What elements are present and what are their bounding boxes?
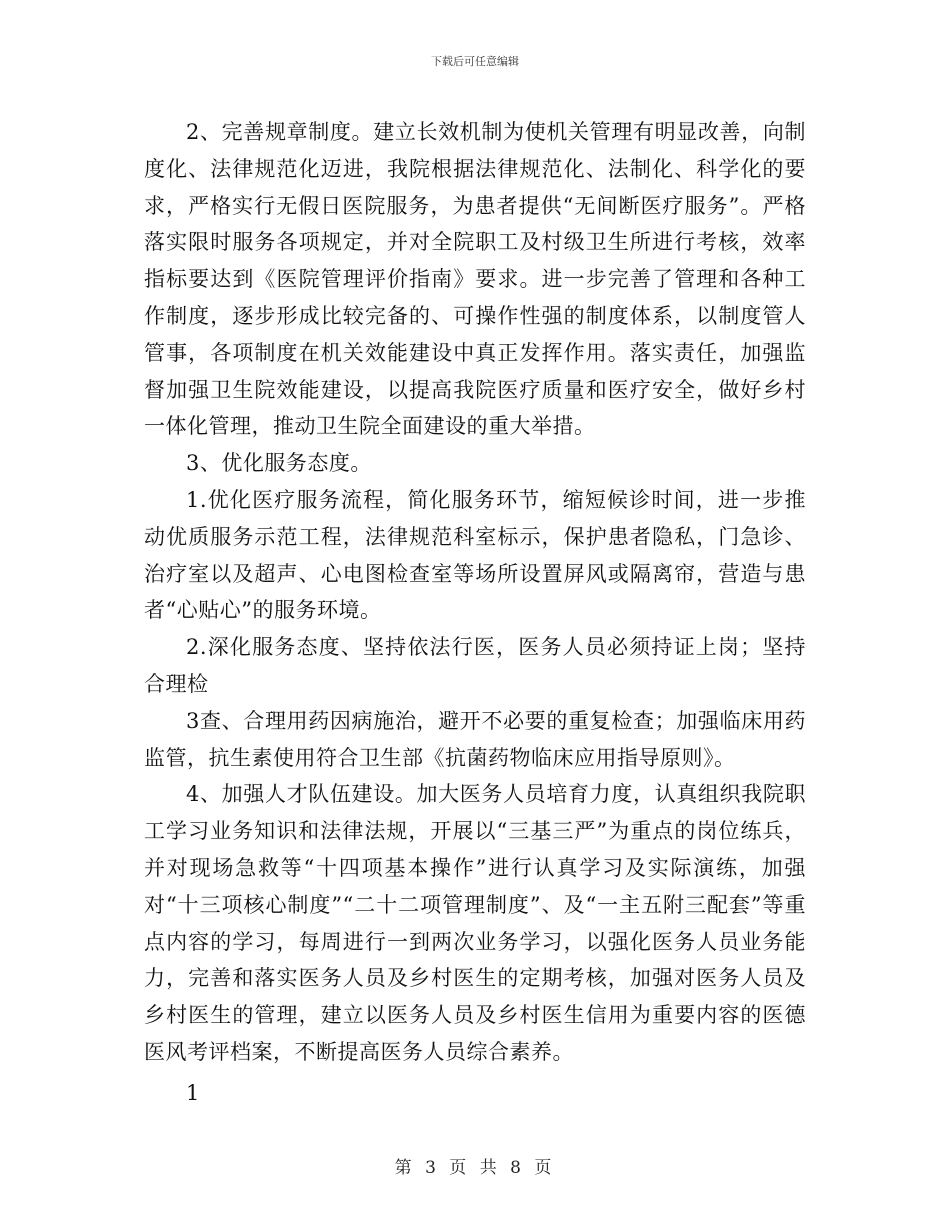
paragraph-deepen-attitude: 2.深化服务态度、坚持依法行医，医务人员必须持证上岗；坚持合理检 bbox=[144, 635, 806, 696]
inline-page-mark: 1 bbox=[186, 1081, 200, 1105]
paragraph-regulations: 2、完善规章制度。建立长效机制为使机关管理有明显改善，向制度化、法律规范化迈进，我院根据法律规范化、法制化、科学化的要求，严格实行无假日医院服务，为患者提供“无间断医疗服务”。严格落实限时服务各项规定，并对全院职工及村级卫生所进行考核，效率指标要达到《医院管理评价指南》要求。进一步完善了管理和各种工作制度，逐步形成比较完备的、可操作性强的制度体系，以制度管人管事，各项制度在机关效能建设中真正发挥作用。落实责任，加强监督加强卫生院效能建设，以提高我院医疗质量和医疗安全，做好乡村一体化管理，推动卫生院全面建设的重大举措。 bbox=[144, 120, 806, 439]
paragraph-optimize-process: 1.优化医疗服务流程，简化服务环节，缩短候诊时间，进一步推动优质服务示范工程，法律规范科室标示，保护患者隐私，门急诊、治疗室以及超声、心电图检查室等场所设置屏风或隔离帘，营造与患者“心贴心”的服务环境。 bbox=[144, 487, 806, 623]
document-body bbox=[144, 114, 806, 1071]
page-footer: 第 3 页 共 8 页 bbox=[394, 1158, 556, 1178]
paragraph-rational-drug-use: 3查、合理用药因病施治，避开不必要的重复检查；加强临床用药监管，抗生素使用符合卫生部《抗菌药物临床应用指导原则》。 bbox=[144, 708, 806, 770]
paragraph-talent-team: 4、加强人才队伍建设。加大医务人员培育力度，认真组织我院职工学习业务知识和法律法规，开展以“三基三严”为重点的岗位练兵，并对现场急救等“十四项基本操作”进行认真学习及实际演练，加强对“十三项核心制度”“二十二项管理制度”、及“一主五附三配套”等重点内容的学习，每周进行一到两次业务学习，以强化医务人员业务能力，完善和落实医务人员及乡村医生的定期考核，加强对医务人员及乡村医生的管理，建立以医务人员及乡村医生信用为重要内容的医德医风考评档案，不断提高医务人员综合素养。 bbox=[144, 782, 806, 1064]
paragraph-service-attitude-heading: 3、优化服务态度。 bbox=[186, 451, 372, 476]
header-note: 下载后可任意编辑 bbox=[431, 55, 519, 68]
